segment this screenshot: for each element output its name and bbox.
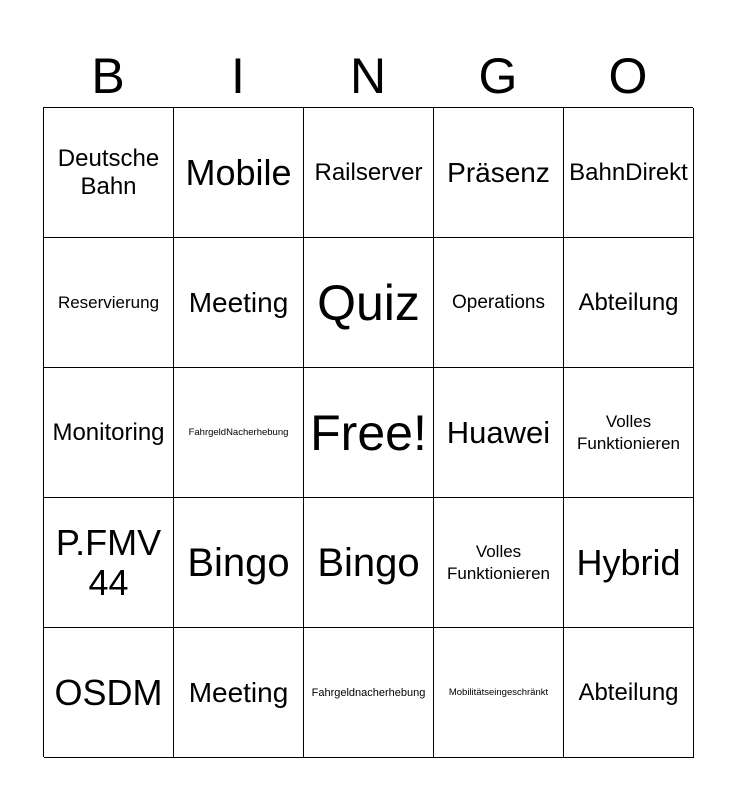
header-letter-o: O — [608, 48, 648, 104]
bingo-header — [43, 44, 693, 108]
bingo-cell[interactable] — [44, 628, 174, 758]
cell-text: Fahrgeldnacherhebung — [311, 686, 426, 699]
bingo-cell[interactable] — [174, 498, 304, 628]
bingo-cell[interactable] — [304, 238, 434, 368]
bingo-cell[interactable] — [174, 108, 304, 238]
bingo-cell[interactable] — [304, 628, 434, 758]
bingo-cell[interactable] — [174, 628, 304, 758]
cell-text: Railserver — [314, 158, 423, 186]
cell-text: Monitoring — [52, 418, 165, 446]
bingo-cell[interactable] — [304, 108, 434, 238]
bingo-cell[interactable] — [564, 498, 694, 628]
cell-text: Mobilitätseingeschränkt — [448, 686, 549, 698]
bingo-cell[interactable] — [434, 108, 564, 238]
header-letter-i: I — [231, 48, 245, 104]
bingo-cell[interactable] — [564, 368, 694, 498]
header-letter-g: G — [478, 48, 518, 104]
bingo-cell[interactable] — [564, 628, 694, 758]
cell-text: OSDM — [54, 671, 163, 713]
bingo-cell[interactable] — [434, 628, 564, 758]
cell-text: Reservierung — [57, 292, 160, 312]
cell-text: Hybrid — [576, 541, 681, 583]
cell-text: Abteilung — [578, 288, 679, 316]
cell-text: Abteilung — [578, 678, 679, 706]
cell-text: Mobile — [185, 151, 292, 193]
cell-text: Bingo — [187, 540, 290, 585]
cell-text: Präsenz — [447, 156, 550, 188]
header-letter-b: B — [91, 48, 125, 104]
bingo-cell[interactable] — [174, 238, 304, 368]
bingo-cell[interactable] — [434, 238, 564, 368]
cell-text: BahnDirekt — [569, 158, 688, 186]
cell-text: Meeting — [188, 286, 289, 318]
bingo-cell[interactable] — [44, 108, 174, 238]
bingo-cell[interactable] — [564, 108, 694, 238]
bingo-cell[interactable] — [564, 238, 694, 368]
bingo-cell[interactable] — [44, 498, 174, 628]
free-space-cell[interactable] — [304, 368, 434, 498]
bingo-cell[interactable] — [434, 368, 564, 498]
cell-text: Volles Funktionieren — [446, 541, 550, 583]
cell-text: Quiz — [317, 274, 420, 331]
cell-text: FahrgeldNacherhebung — [188, 426, 289, 438]
free-space-text: Free! — [310, 404, 427, 461]
cell-text: Deutsche Bahn — [57, 144, 160, 200]
bingo-cell[interactable] — [434, 498, 564, 628]
cell-text: Huawei — [446, 414, 551, 450]
cell-text: Volles Funktionieren — [576, 411, 680, 453]
bingo-cell[interactable] — [304, 498, 434, 628]
bingo-board — [43, 107, 693, 757]
header-letter-n: N — [349, 48, 387, 104]
cell-text: P.FMV 44 — [55, 521, 162, 603]
cell-text: Meeting — [188, 676, 289, 708]
bingo-cell[interactable] — [44, 238, 174, 368]
cell-text: Operations — [452, 291, 545, 313]
bingo-cell[interactable] — [44, 368, 174, 498]
bingo-cell[interactable] — [174, 368, 304, 498]
cell-text: Bingo — [317, 540, 420, 585]
